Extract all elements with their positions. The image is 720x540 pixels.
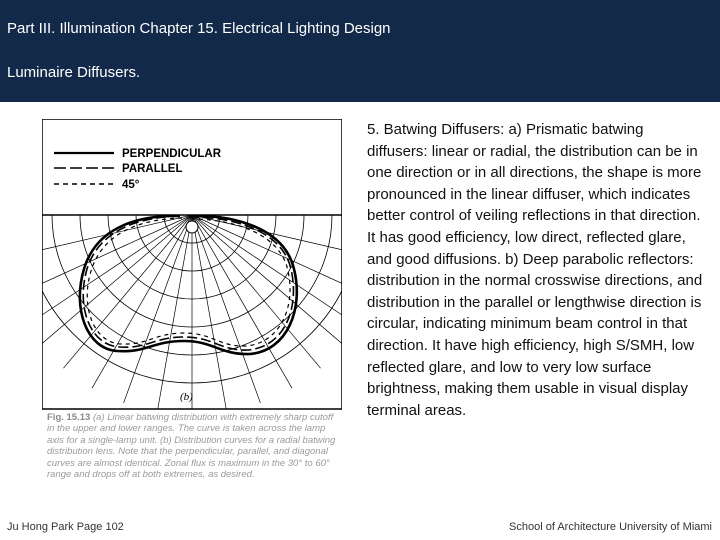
caption-text: (a) Linear batwing distribution with extremely sharp cutoff in the upper and lower ranges. The curve is taken across the lamp axis for a single-lamp unit. (b) Distribution curves for a radial batwing distribution lens. Note that the perpendicular, parallel, and diagonal curves are almost identical. Zonal flux is maximum in the 30° to 60° range and drops off at both extremes, as desired.	[47, 412, 336, 481]
figure-caption	[47, 412, 339, 480]
slide-title: Part III. Illumination Chapter 15. Electrical Lighting Design	[7, 20, 391, 37]
legend-label-perpendicular: PERPENDICULAR	[122, 148, 222, 160]
body-paragraph: 5. Batwing Diffusers: a) Prismatic batwing diffusers: linear or radial, the distribution can be in one direction or in all directions, the shape is more pronounced in the linear diffuser, which indicates better control of veiling reflections in that direction. It has good efficiency, low direct, reflected glare, and good diffusions. b) Deep parabolic reflectors: distribution in the normal crosswise directions, and distribution in the parallel or lengthwise direction is circular, indicating minimum beam control in that direction. It have high efficiency, high S/SMH, low reflected glare, and low to very low surface brightness, making them usable in visual display terminal areas.	[367, 121, 703, 419]
legend-label-parallel: PARALLEL	[122, 163, 183, 175]
caption-label: Fig. 15.13	[47, 412, 91, 423]
slide-header	[0, 0, 720, 102]
slide-subtitle: Luminaire Diffusers.	[7, 64, 141, 81]
legend-label-45: 45°	[122, 179, 140, 191]
footer-school: School of Architecture University of Miami	[509, 521, 712, 533]
panel-label-circle	[186, 221, 198, 233]
panel-label: (b)	[180, 391, 193, 403]
footer-author-page: Ju Hong Park Page 102	[7, 521, 124, 533]
